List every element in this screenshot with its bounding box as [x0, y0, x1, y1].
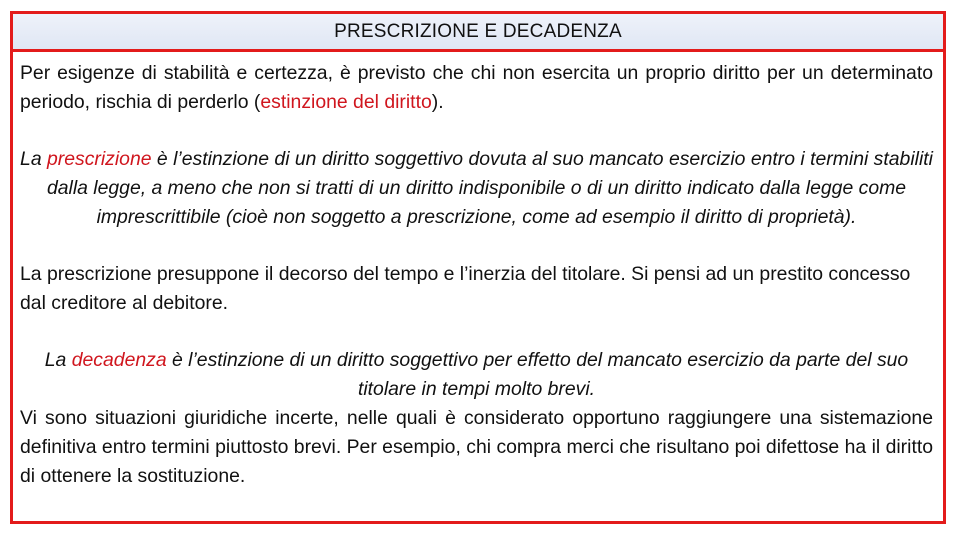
prescrizione-text-end: è l’estinzione di un diritto soggettivo dovuta al suo mancato esercizio entro i termini stabiliti dalla legge, a meno che non si tratti di un diritto indisponibile o di un diritto indicato dalla legge come imprescrittibile (cioè non soggetto a prescrizione, come ad esempio il diritto di proprietà). [46, 148, 933, 228]
decadenza-term: decadenza [71, 349, 167, 371]
paragraph-decadenza-example: Vi sono situazioni giuridiche incerte, nelle quali è considerato opportuno raggiungere una sistemazione definitiva entro termini piuttosto brevi. Per esempio, chi compra merci che risultano poi difettose ha il diritto di ottenere la sostituzione. [20, 407, 933, 487]
intro-text-start: Per esigenze di stabilità e certezza, è previsto che chi non esercita un proprio diritto per un determinato periodo, rischia di perderlo ( [20, 62, 933, 113]
intro-text-end: ). [431, 91, 444, 113]
intro-highlight: estinzione del diritto [260, 91, 432, 113]
content-box [10, 49, 946, 524]
paragraph-intro [20, 59, 933, 117]
title-bar [10, 11, 946, 53]
slide-title: PRESCRIZIONE E DECADENZA [334, 21, 622, 42]
paragraph-decadenza-definition [20, 346, 933, 404]
decadenza-text-start: La [44, 349, 72, 371]
prescrizione-term: prescrizione [47, 148, 152, 170]
paragraph-prescrizione-definition [20, 145, 933, 232]
decadenza-text-end: è l’estinzione di un diritto soggettivo per effetto del mancato esercizio da parte del suo titolare in tempi molto brevi. [166, 349, 909, 400]
prescrizione-text-start: La [20, 148, 47, 170]
paragraph-prescrizione-example: La prescrizione presuppone il decorso del tempo e l’inerzia del titolare. Si pensi ad un prestito concesso dal creditore al debitore. [20, 263, 911, 314]
